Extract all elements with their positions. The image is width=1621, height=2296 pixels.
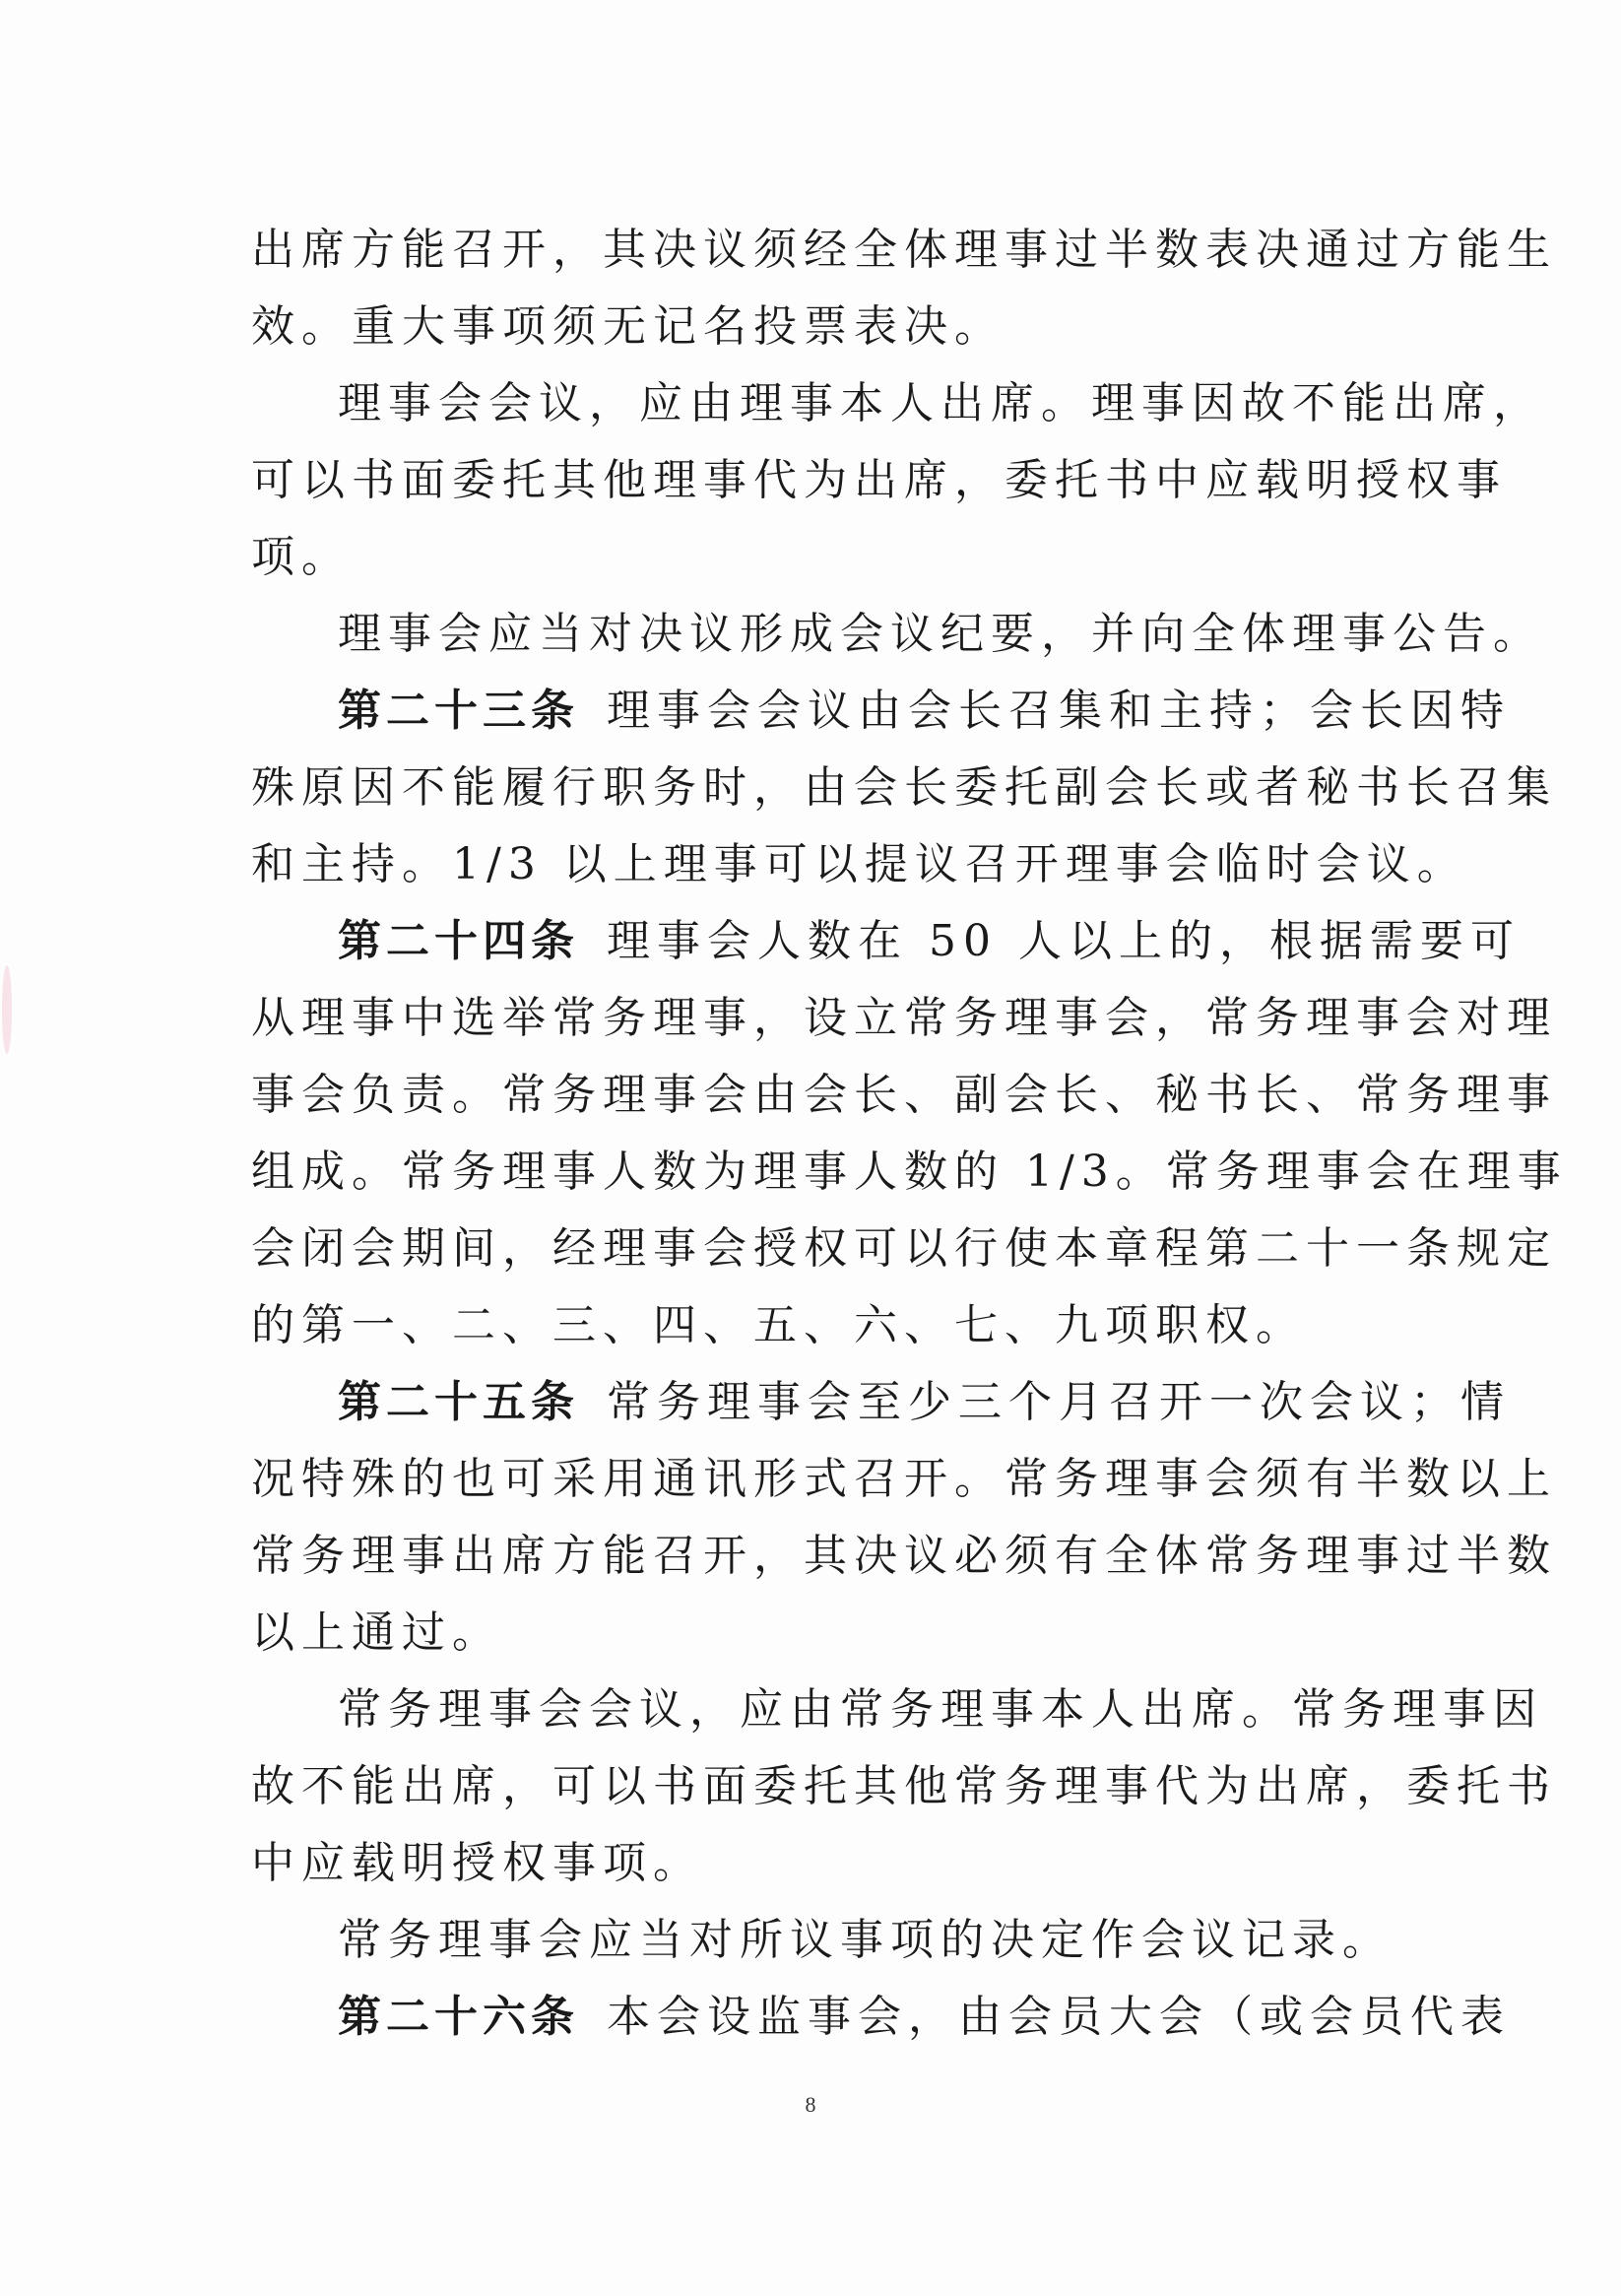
text-line <box>251 365 1543 442</box>
line-text: 常务理事会应当对所议事项的决定作会议记录。 <box>338 1915 1393 1965</box>
text-line <box>251 1672 1543 1748</box>
line-text: 和主持。1/3 以上理事可以提议召开理事会临时会议。 <box>251 839 1467 889</box>
line-text: 的第一、二、三、四、五、六、七、九项职权。 <box>251 1300 1306 1350</box>
text-line <box>251 750 1557 826</box>
document-body <box>251 212 1568 2056</box>
line-text: 本会设监事会，由会员大会（或会员代表 <box>607 1992 1511 2042</box>
text-line <box>251 1902 1393 1979</box>
article-title: 第二十六条 <box>338 1992 579 2042</box>
text-line <box>251 1825 1384 1902</box>
article-line <box>251 1364 1511 1441</box>
article-line <box>251 673 1511 750</box>
text-line <box>251 1287 1384 1364</box>
line-text: 故不能出席，可以书面委托其他常务理事代为出席，委托书 <box>251 1761 1557 1811</box>
text-line <box>251 519 1384 596</box>
line-text: 常务理事会会议，应由常务理事本人出席。常务理事因 <box>338 1684 1543 1735</box>
line-text: 理事会会议，应由理事本人出席。理事因故不能出席， <box>338 378 1543 428</box>
line-text: 出席方能召开，其决议须经全体理事过半数表决通过方能生 <box>251 225 1557 275</box>
line-text: 事会负责。常务理事会由会长、副会长、秘书长、常务理事 <box>251 1070 1557 1120</box>
line-text: 项。 <box>251 532 352 582</box>
line-text: 理事会应当对决议形成会议纪要，并向全体理事公告。 <box>338 609 1543 659</box>
line-text: 况特殊的也可采用通讯形式召开。常务理事会须有半数以上 <box>251 1454 1557 1504</box>
article-title: 第二十四条 <box>338 916 579 966</box>
text-line <box>251 826 1467 903</box>
line-text: 以上通过。 <box>251 1607 502 1658</box>
article-line <box>251 903 1521 980</box>
text-line <box>251 1518 1557 1595</box>
page-number: 8 <box>805 2092 816 2117</box>
line-text: 理事会会议由会长召集和主持；会长因特 <box>607 686 1511 736</box>
text-line <box>251 1211 1557 1287</box>
line-text: 组成。常务理事人数为理事人数的 1/3。常务理事会在理事 <box>251 1147 1568 1197</box>
text-line <box>251 442 1507 519</box>
line-text: 常务理事出席方能召开，其决议必须有全体常务理事过半数 <box>251 1531 1557 1581</box>
text-line <box>251 596 1543 673</box>
line-text: 中应载明授权事项。 <box>251 1838 703 1888</box>
line-text: 会闭会期间，经理事会授权可以行使本章程第二十一条规定 <box>251 1223 1557 1274</box>
text-line <box>251 1748 1557 1825</box>
article-title: 第二十三条 <box>338 686 579 736</box>
line-text: 可以书面委托其他理事代为出席，委托书中应载明授权事 <box>251 455 1507 505</box>
line-text: 从理事中选举常务理事，设立常务理事会，常务理事会对理 <box>251 993 1557 1043</box>
text-line <box>251 1057 1557 1134</box>
text-line <box>251 212 1557 289</box>
text-line <box>251 980 1557 1057</box>
line-text: 效。重大事项须无记名投票表决。 <box>251 301 1005 352</box>
article-line <box>251 1979 1511 2056</box>
line-text: 常务理事会至少三个月召开一次会议；情 <box>607 1377 1511 1427</box>
text-line <box>251 1441 1557 1518</box>
line-text: 理事会人数在 50 人以上的，根据需要可 <box>607 916 1521 966</box>
line-text: 殊原因不能履行职务时，由会长委托副会长或者秘书长召集 <box>251 762 1557 813</box>
article-title: 第二十五条 <box>338 1377 579 1427</box>
scan-blemish <box>2 965 12 1054</box>
text-line <box>251 289 1384 365</box>
text-line <box>251 1134 1568 1211</box>
text-line <box>251 1595 1384 1672</box>
